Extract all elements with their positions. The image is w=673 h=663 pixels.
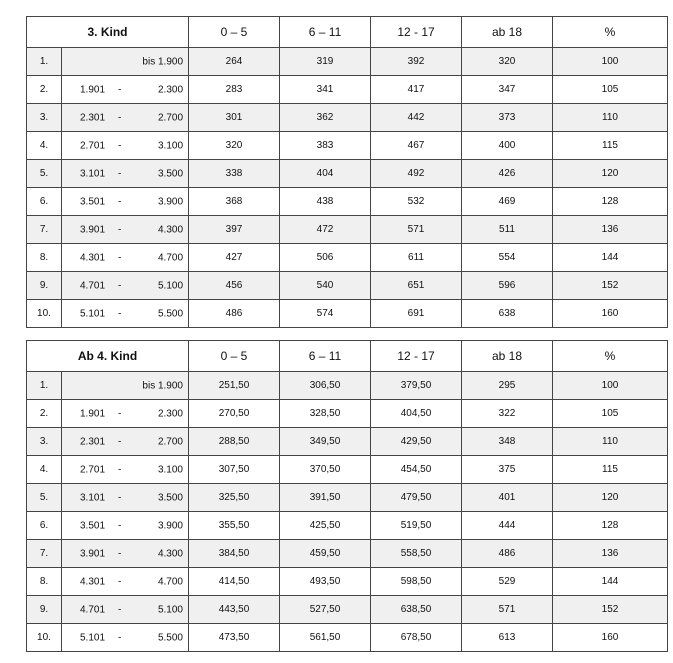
range-dash: - — [118, 520, 122, 531]
table-cell: 306,50 — [280, 372, 371, 400]
table-cell: 152 — [553, 272, 668, 300]
range-dash: - — [118, 604, 122, 615]
table-cell: 370,50 — [280, 456, 371, 484]
income-range — [62, 400, 189, 428]
range-from: 3.501 — [80, 520, 106, 531]
table-row — [27, 512, 668, 540]
row-number: 1. — [27, 48, 62, 76]
table-cell: 100 — [553, 372, 668, 400]
range-to: 3.100 — [157, 140, 184, 151]
range-dash: - — [118, 408, 122, 419]
table-cell: 472 — [280, 216, 371, 244]
range-from: 4.301 — [80, 252, 106, 263]
range-dash: - — [118, 168, 122, 179]
table-row — [27, 624, 668, 652]
range-to: 2.300 — [157, 84, 184, 95]
table-row — [27, 160, 668, 188]
table-cell: 613 — [462, 624, 553, 652]
table-cell: 391,50 — [280, 484, 371, 512]
table-cell: 328,50 — [280, 400, 371, 428]
table-cell: 425,50 — [280, 512, 371, 540]
table-row — [27, 216, 668, 244]
table-cell: 348 — [462, 428, 553, 456]
table-cell: 442 — [371, 104, 462, 132]
range-from: 4.701 — [80, 604, 106, 615]
table-cell: 325,50 — [189, 484, 280, 512]
income-range — [62, 540, 189, 568]
table-cell: 519,50 — [371, 512, 462, 540]
table-cell: 417 — [371, 76, 462, 104]
table-cell: 529 — [462, 568, 553, 596]
income-range — [62, 216, 189, 244]
range-to: 2.700 — [157, 436, 183, 447]
range-from: 2.701 — [80, 464, 106, 475]
table-cell: 128 — [553, 188, 668, 216]
range-from: 4.701 — [80, 280, 106, 291]
table-cell: 506 — [280, 244, 371, 272]
table-row — [27, 188, 668, 216]
table-cell: 105 — [553, 76, 668, 104]
table-3-kind — [26, 16, 668, 328]
table-cell: 307,50 — [189, 456, 280, 484]
income-range — [62, 624, 189, 652]
table-cell: 678,50 — [371, 624, 462, 652]
table-cell: 270,50 — [189, 400, 280, 428]
table-cell: 144 — [553, 244, 668, 272]
range-to: 2.700 — [157, 112, 184, 123]
range-to: 4.300 — [157, 224, 184, 235]
table-cell: 105 — [553, 400, 668, 428]
range-to: 3.900 — [157, 520, 183, 531]
table-cell: 651 — [371, 272, 462, 300]
row-number: 5. — [27, 484, 62, 512]
table-cell: 384,50 — [189, 540, 280, 568]
table-cell: 264 — [189, 48, 280, 76]
row-number: 4. — [27, 456, 62, 484]
table-cell: 341 — [280, 76, 371, 104]
table-cell: 493,50 — [280, 568, 371, 596]
table-cell: 338 — [189, 160, 280, 188]
range-from: 1.901 — [80, 408, 106, 419]
table-cell: 383 — [280, 132, 371, 160]
table-cell: 251,50 — [189, 372, 280, 400]
table-ab-4-kind — [26, 340, 668, 652]
income-range — [62, 372, 189, 400]
row-number: 2. — [27, 400, 62, 428]
table-cell: 479,50 — [371, 484, 462, 512]
table-cell: 527,50 — [280, 596, 371, 624]
row-number: 4. — [27, 132, 62, 160]
table-row — [27, 456, 668, 484]
table-cell: 283 — [189, 76, 280, 104]
income-range — [62, 428, 189, 456]
range-dash: - — [118, 280, 122, 291]
income-range — [62, 484, 189, 512]
table-header-row — [27, 17, 668, 48]
table-cell: 511 — [462, 216, 553, 244]
table-cell: 347 — [462, 76, 553, 104]
income-range — [62, 272, 189, 300]
table-row — [27, 372, 668, 400]
row-number: 3. — [27, 428, 62, 456]
table-cell: 110 — [553, 428, 668, 456]
range-to: 4.700 — [157, 576, 183, 587]
income-range — [62, 48, 189, 76]
table-cell: 110 — [553, 104, 668, 132]
column-header: ab 18 — [462, 341, 553, 372]
table-cell: 561,50 — [280, 624, 371, 652]
row-number: 5. — [27, 160, 62, 188]
table-cell: 362 — [280, 104, 371, 132]
table-row — [27, 540, 668, 568]
range-from: 2.301 — [80, 436, 106, 447]
table-cell: 414,50 — [189, 568, 280, 596]
table-cell: 443,50 — [189, 596, 280, 624]
table-cell: 638 — [462, 300, 553, 328]
income-range — [62, 160, 189, 188]
table-cell: 486 — [462, 540, 553, 568]
range-from: 5.101 — [80, 632, 106, 643]
table-cell: 467 — [371, 132, 462, 160]
column-header: 0 – 5 — [189, 17, 280, 48]
table-cell: 320 — [189, 132, 280, 160]
column-header: ab 18 — [462, 17, 553, 48]
table-cell: 355,50 — [189, 512, 280, 540]
table-cell: 120 — [553, 160, 668, 188]
table-cell: 144 — [553, 568, 668, 596]
table-cell: 571 — [462, 596, 553, 624]
table-cell: 571 — [371, 216, 462, 244]
range-dash: - — [118, 224, 122, 235]
table-row — [27, 568, 668, 596]
column-header: 0 – 5 — [189, 341, 280, 372]
table-cell: 469 — [462, 188, 553, 216]
table-cell: 128 — [553, 512, 668, 540]
table-cell: 558,50 — [371, 540, 462, 568]
range-to: 3.100 — [157, 464, 183, 475]
table-cell: 401 — [462, 484, 553, 512]
range-to: 5.100 — [157, 280, 184, 291]
table-cell: 368 — [189, 188, 280, 216]
range-from: 3.901 — [80, 224, 106, 235]
table-cell: 115 — [553, 456, 668, 484]
income-range — [62, 188, 189, 216]
table-cell: 540 — [280, 272, 371, 300]
range-dash: - — [118, 492, 122, 503]
table-cell: 152 — [553, 596, 668, 624]
table-row — [27, 244, 668, 272]
range-dash: - — [118, 84, 122, 95]
range-dash: - — [118, 436, 122, 447]
table-cell: 426 — [462, 160, 553, 188]
table-row — [27, 132, 668, 160]
range-from: 3.501 — [80, 196, 106, 207]
range-upto: bis 1.900 — [142, 56, 184, 67]
table-cell: 392 — [371, 48, 462, 76]
row-number: 9. — [27, 596, 62, 624]
range-to: 3.500 — [157, 168, 184, 179]
column-header: % — [553, 341, 668, 372]
table-header-row — [27, 341, 668, 372]
range-dash: - — [118, 112, 122, 123]
table-row — [27, 48, 668, 76]
table-cell: 288,50 — [189, 428, 280, 456]
table-cell: 492 — [371, 160, 462, 188]
table-cell: 486 — [189, 300, 280, 328]
income-range — [62, 568, 189, 596]
range-from: 2.301 — [80, 112, 106, 123]
table-cell: 427 — [189, 244, 280, 272]
income-range — [62, 76, 189, 104]
table-cell: 301 — [189, 104, 280, 132]
column-header: 6 – 11 — [280, 17, 371, 48]
range-upto: bis 1.900 — [142, 380, 183, 391]
range-dash: - — [118, 196, 122, 207]
table-cell: 438 — [280, 188, 371, 216]
range-from: 3.101 — [80, 168, 106, 179]
row-number: 9. — [27, 272, 62, 300]
row-number: 8. — [27, 568, 62, 596]
row-number: 10. — [27, 624, 62, 652]
table-cell: 691 — [371, 300, 462, 328]
range-to: 5.500 — [157, 632, 183, 643]
table-cell: 160 — [553, 300, 668, 328]
table-cell: 400 — [462, 132, 553, 160]
column-header: 12 - 17 — [371, 341, 462, 372]
row-number: 10. — [27, 300, 62, 328]
income-range — [62, 456, 189, 484]
range-from: 4.301 — [80, 576, 106, 587]
range-to: 5.100 — [157, 604, 183, 615]
table-cell: 373 — [462, 104, 553, 132]
table-cell: 598,50 — [371, 568, 462, 596]
table-cell: 100 — [553, 48, 668, 76]
income-range — [62, 244, 189, 272]
range-dash: - — [118, 252, 122, 263]
range-from: 2.701 — [80, 140, 106, 151]
table-cell: 320 — [462, 48, 553, 76]
table-row — [27, 76, 668, 104]
table-cell: 404,50 — [371, 400, 462, 428]
table-row — [27, 272, 668, 300]
table-cell: 349,50 — [280, 428, 371, 456]
table-row — [27, 104, 668, 132]
table-cell: 611 — [371, 244, 462, 272]
table-cell: 136 — [553, 216, 668, 244]
table-cell: 554 — [462, 244, 553, 272]
range-to: 3.500 — [157, 492, 183, 503]
column-header: 6 – 11 — [280, 341, 371, 372]
table-cell: 136 — [553, 540, 668, 568]
row-number: 1. — [27, 372, 62, 400]
range-to: 5.500 — [157, 308, 184, 319]
column-header: 12 - 17 — [371, 17, 462, 48]
table-row — [27, 484, 668, 512]
row-number: 2. — [27, 76, 62, 104]
income-range — [62, 104, 189, 132]
table-cell: 397 — [189, 216, 280, 244]
table-cell: 532 — [371, 188, 462, 216]
range-dash: - — [118, 548, 122, 559]
table-cell: 404 — [280, 160, 371, 188]
table-cell: 120 — [553, 484, 668, 512]
range-to: 4.700 — [157, 252, 184, 263]
range-from: 5.101 — [80, 308, 106, 319]
row-number: 6. — [27, 512, 62, 540]
row-number: 6. — [27, 188, 62, 216]
table-cell: 429,50 — [371, 428, 462, 456]
range-dash: - — [118, 464, 122, 475]
table-title: Ab 4. Kind — [27, 341, 189, 372]
table-cell: 459,50 — [280, 540, 371, 568]
income-range — [62, 300, 189, 328]
income-range — [62, 132, 189, 160]
row-number: 7. — [27, 216, 62, 244]
range-to: 4.300 — [157, 548, 183, 559]
table-title: 3. Kind — [27, 17, 189, 48]
table-cell: 319 — [280, 48, 371, 76]
income-range — [62, 596, 189, 624]
table-cell: 638,50 — [371, 596, 462, 624]
range-dash: - — [118, 140, 122, 151]
range-dash: - — [118, 632, 122, 643]
table-row — [27, 400, 668, 428]
range-from: 3.101 — [80, 492, 106, 503]
row-number: 8. — [27, 244, 62, 272]
income-range — [62, 512, 189, 540]
table-row — [27, 300, 668, 328]
column-header: % — [553, 17, 668, 48]
table-cell: 574 — [280, 300, 371, 328]
table-row — [27, 428, 668, 456]
table-cell: 160 — [553, 624, 668, 652]
table-cell: 295 — [462, 372, 553, 400]
range-dash: - — [118, 308, 122, 319]
range-dash: - — [118, 576, 122, 587]
range-to: 3.900 — [157, 196, 184, 207]
range-from: 1.901 — [80, 84, 106, 95]
range-to: 2.300 — [157, 408, 183, 419]
row-number: 3. — [27, 104, 62, 132]
table-cell: 379,50 — [371, 372, 462, 400]
table-cell: 454,50 — [371, 456, 462, 484]
range-from: 3.901 — [80, 548, 106, 559]
row-number: 7. — [27, 540, 62, 568]
table-cell: 596 — [462, 272, 553, 300]
table-cell: 444 — [462, 512, 553, 540]
table-cell: 322 — [462, 400, 553, 428]
table-cell: 115 — [553, 132, 668, 160]
table-row — [27, 596, 668, 624]
table-cell: 375 — [462, 456, 553, 484]
table-cell: 473,50 — [189, 624, 280, 652]
table-cell: 456 — [189, 272, 280, 300]
